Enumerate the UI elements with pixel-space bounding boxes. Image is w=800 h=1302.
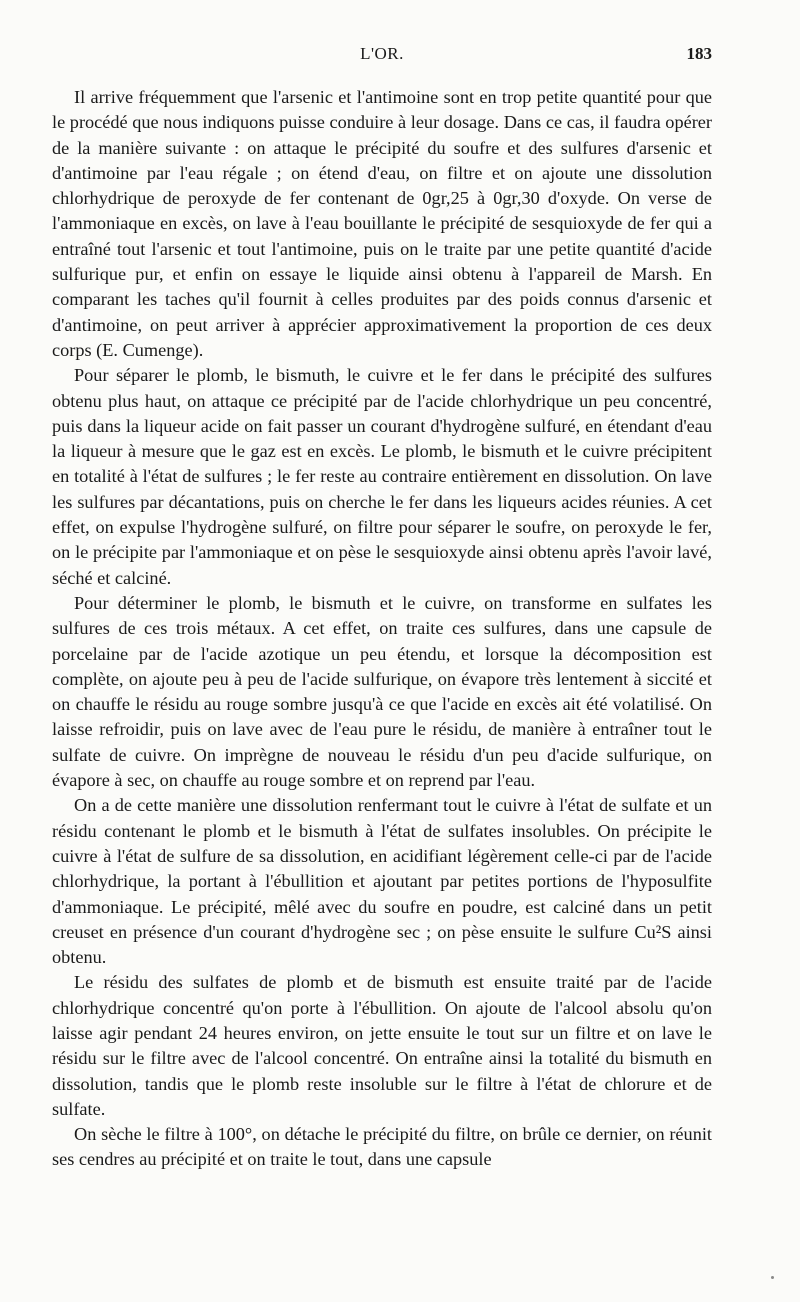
- paragraph-lead-bismuth-separation: Le résidu des sulfates de plomb et de bismuth est ensuite traité par de l'acide chlorhydrique concentré qu'on porte à l'ébullition. On ajoute de l'alcool absolu qu'on laisse agir pendant 24 heures environ, on jette ensuite le tout sur un filtre et on lave le résidu sur le filtre avec de l'alcool concentré. On entraîne ainsi la totalité du bismuth en dissolution, tandis que le plomb reste insoluble sur le filtre à l'état de chlorure et de sulfate.: [52, 972, 712, 1119]
- page-number: 183: [686, 44, 712, 63]
- paragraph-filter-drying: On sèche le filtre à 100°, on détache le précipité du filtre, on brûle ce dernier, on réunit ses cendres au précipité et on traite le tout, dans une capsule: [52, 1124, 712, 1170]
- running-title: L'OR.: [360, 44, 404, 63]
- paragraph-copper-determination: On a de cette manière une dissolution renfermant tout le cuivre à l'état de sulfate et un résidu contenant le plomb et le bismuth à l'état de sulfates insolubles. On précipite le cuivre à l'état de sulfure de sa dissolution, en acidifiant légèrement celle-ci par de l'acide chlorhydrique, la portant à l'ébullition et ajoutant par petites portions de l'hyposulfite d'ammoniaque. Le précipité, mêlé avec du soufre en poudre, est calciné dans un petit creuset en présence d'un courant d'hydrogène sec ; on pèse ensuite le sulfure Cu²S ainsi obtenu.: [52, 795, 712, 968]
- paragraph-arsenic-antimony: Il arrive fréquemment que l'arsenic et l'antimoine sont en trop petite quantité pour que le procédé que nous indiquons puisse conduire à leur dosage. Dans ce cas, il faudra opérer de la manière suivante : on attaque le précipité du soufre et des sulfures d'arsenic et d'antimoine par l'eau régale ; on étend d'eau, on filtre et on ajoute une dissolution chlorhydrique de peroxyde de fer contenant de 0gr,25 à 0gr,30 d'oxyde. On verse de l'ammoniaque en excès, on lave à l'eau bouillante le précipité de sesquioxyde de fer qui a entraîné tout l'arsenic et tout l'antimoine, puis on le traite par une petite quantité d'acide sulfurique pur, et enfin on essaye le liquide ainsi obtenu à l'appareil de Marsh. En comparant les taches qu'il fournit à celles produites par des poids connus d'arsenic et d'antimoine, on peut arriver à apprécier approximativement la proportion de ces deux corps (E. Cumenge).: [52, 87, 712, 360]
- paragraph-conversion-to-sulfates: Pour déterminer le plomb, le bismuth et le cuivre, on transforme en sulfates les sulfures de ces trois métaux. A cet effet, on traite ces sulfures, dans une capsule de porcelaine par de l'acide azotique un peu étendu, et lorsque la décomposition est complète, on ajoute peu à peu de l'acide sulfurique, on évapore très lentement à siccité et on chauffe le résidu au rouge sombre jusqu'à ce que l'acide en excès ait été volatilisé. On laisse refroidir, puis on lave avec de l'eau pure le résidu, de manière à entraîner tout le sulfate de cuivre. On imprègne de nouveau le résidu d'un peu d'acide sulfurique, on évapore à sec, on chauffe au rouge sombre et on reprend par l'eau.: [52, 592, 712, 791]
- page-header: [52, 44, 712, 70]
- paragraph-separation-lead-bismuth-copper-iron: Pour séparer le plomb, le bismuth, le cuivre et le fer dans le précipité des sulfures obtenu plus haut, on attaque ce précipité par de l'acide chlorhydrique un peu concentré, puis dans la liqueur acide on fait passer un courant d'hydrogène sulfuré, en étendant d'eau la liqueur à mesure que le gaz est en excès. Le plomb, le bismuth et le cuivre précipitent en totalité à l'état de sulfures ; le fer reste au contraire entièrement en dissolution. On lave les sulfures par décantations, puis on cherche le fer dans les liqueurs acides réunies. A cet effet, on expulse l'hydrogène sulfuré, on filtre pour séparer le soufre, on peroxyde le fer, on le précipite par l'ammoniaque et on pèse le sesquioxyde ainsi obtenu après l'avoir lavé, séché et calciné.: [52, 365, 712, 588]
- body-text: [52, 85, 712, 1173]
- paper-speck: [771, 1276, 774, 1279]
